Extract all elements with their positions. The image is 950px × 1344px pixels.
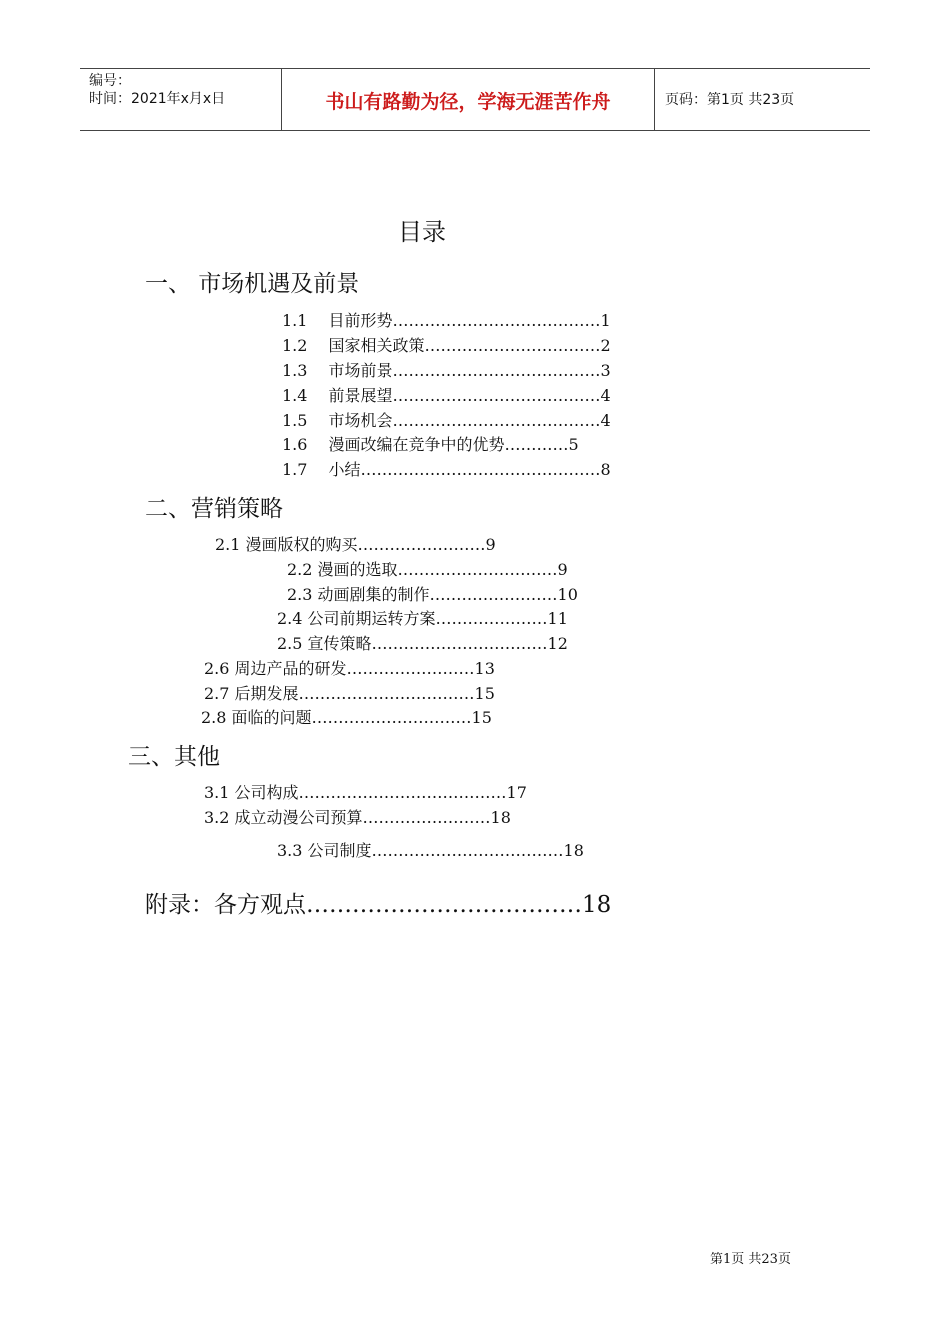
toc-item: 1.4 前景展望…………………………………4 bbox=[282, 386, 611, 405]
toc-item: 1.5 市场机会…………………………………4 bbox=[282, 411, 611, 430]
header-center-cell bbox=[282, 69, 655, 130]
toc-item: 2.5 宣传策略……………………………12 bbox=[277, 634, 568, 653]
toc-item: 2.1 漫画版权的购买……………………9 bbox=[215, 535, 496, 554]
header-motto: 书山有路勤为径，学海无涯苦作舟 bbox=[325, 91, 611, 113]
toc-title: 目录 bbox=[398, 218, 446, 246]
toc-item: 1.6 漫画改编在竞争中的优势…………5 bbox=[282, 435, 579, 454]
toc-item: 1.1 目前形势…………………………………1 bbox=[282, 311, 611, 330]
header-page-label: 页码：第1页 共23页 bbox=[665, 92, 795, 108]
section-heading: 一、 市场机遇及前景 bbox=[145, 271, 360, 297]
header-left-cell bbox=[80, 69, 282, 130]
toc-item: 2.3 动画剧集的制作……………………10 bbox=[287, 585, 578, 604]
page-footer: 第1页 共23页 bbox=[710, 1252, 791, 1267]
section-heading: 三、其他 bbox=[128, 744, 220, 770]
toc-item: 2.8 面临的问题…………………………15 bbox=[201, 708, 492, 727]
toc-item: 2.6 周边产品的研发……………………13 bbox=[204, 659, 495, 678]
toc-item: 2.7 后期发展……………………………15 bbox=[204, 684, 495, 703]
toc-item: 1.7 小结………………………………………8 bbox=[282, 460, 611, 479]
toc-item: 3.2 成立动漫公司预算……………………18 bbox=[204, 808, 511, 827]
toc-item: 3.1 公司构成…………………………………17 bbox=[204, 783, 527, 802]
appendix-entry: 附录：各方观点………………………………18 bbox=[145, 892, 612, 918]
page-header bbox=[80, 68, 870, 131]
toc-item: 2.4 公司前期运转方案…………………11 bbox=[277, 609, 568, 628]
toc-item: 1.3 市场前景…………………………………3 bbox=[282, 361, 611, 380]
header-right-cell bbox=[656, 69, 870, 130]
toc-item: 2.2 漫画的选取…………………………9 bbox=[287, 560, 568, 579]
toc-item: 3.3 公司制度………………………………18 bbox=[277, 841, 584, 860]
section-heading: 二、营销策略 bbox=[145, 496, 283, 522]
number-label: 编号： bbox=[89, 73, 131, 89]
toc-item: 1.2 国家相关政策……………………………2 bbox=[282, 336, 611, 355]
time-label: 时间：2021年x月x日 bbox=[89, 91, 226, 107]
